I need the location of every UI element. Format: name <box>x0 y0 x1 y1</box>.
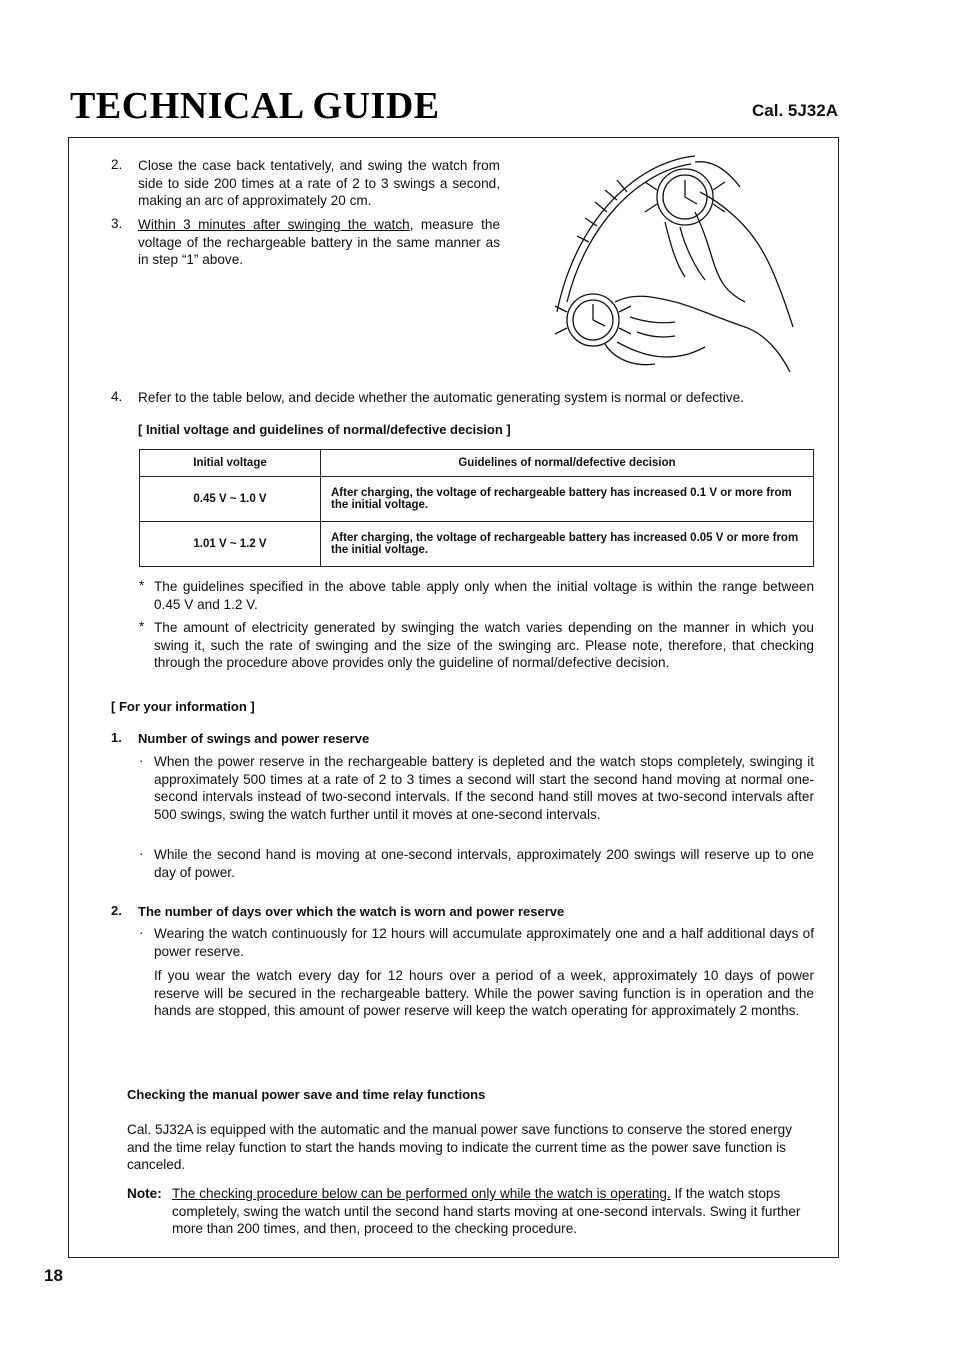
item-1-title: Number of swings and power reserve <box>138 731 370 746</box>
note-label: Note: <box>127 1186 162 1201</box>
item-2-bullet: Wearing the watch continuously for 12 hours will accumulate approximately one and a half additional days of power reserve. <box>154 926 814 959</box>
column-header: Guidelines of normal/defective decision <box>321 450 814 477</box>
step-4-text: Refer to the table below, and decide whether the automatic generating system is normal or defective. <box>138 390 745 405</box>
note-body <box>172 1185 817 1238</box>
guideline-cell: After charging, the voltage of rechargeable battery has increased 0.05 V or more from the initial voltage. <box>321 522 814 567</box>
page-number: 18 <box>44 1266 63 1285</box>
item-1-bullet: While the second hand is moving at one-second intervals, approximately 200 swings will reserve up to one day of power. <box>154 847 814 880</box>
table-row <box>140 522 814 567</box>
item-1-bullet: When the power reserve in the rechargeable battery is depleted and the watch stops completely, swinging it approximately 500 times at a rate of 2 to 3 times a second will start the second hand moving at normal one-second intervals instead of two-second intervals. If the second hand still moves at two-second intervals after 500 swings, swing the watch further until it moves at one-second intervals. <box>154 754 814 822</box>
note-mark: * <box>139 578 145 593</box>
note-mark: * <box>139 619 145 634</box>
table-row <box>140 477 814 522</box>
page-title: TECHNICAL GUIDE <box>70 85 440 127</box>
note-text: The amount of electricity generated by swinging the watch varies depending on the manner in which you swing it, such the rate of swinging and the size of the swinging arc. Please note, therefore, that checking through the procedure above provides only the guideline of normal/defective decision. <box>154 620 814 670</box>
bullet-dot: · <box>139 846 144 861</box>
step-number: 4. <box>111 389 123 404</box>
step-3-underlined: Within 3 minutes after swinging the watch <box>138 217 410 232</box>
step-number: 3. <box>111 216 123 231</box>
step-2-text: Close the case back tentatively, and swing the watch from side to side 200 times at a rate of 2 to 3 swings a second, making an arc of approximately 20 cm. <box>138 158 500 208</box>
step-3-text <box>138 216 500 269</box>
voltage-cell: 1.01 V ~ 1.2 V <box>140 522 321 567</box>
step-3-rest: , measure the voltage of the rechargeable battery in the same manner as in step “1” above. <box>138 217 500 267</box>
table-caption: [ Initial voltage and guidelines of normal/defective decision ] <box>138 422 511 437</box>
item-2-title: The number of days over which the watch is worn and power reserve <box>138 904 565 919</box>
item-number: 2. <box>111 903 122 918</box>
item-2-paragraph: If you wear the watch every day for 12 hours over a period of a week, approximately 10 days of power reserve will be secured in the rechargeable battery. While the power saving function is in operation and the hands are stopped, this amount of power reserve will keep the watch operating for approximately 2 months. <box>154 968 814 1018</box>
note-text: The guidelines specified in the above table apply only when the initial voltage is within the range between 0.45 V and 1.2 V. <box>154 579 814 612</box>
manual-paragraph: Cal. 5J32A is equipped with the automatic and the manual power save functions to conserve the stored energy and the time relay function to start the hands moving to indicate the current time as the power save function is canceled. <box>127 1122 792 1172</box>
caliber-label: Cal. 5J32A <box>752 101 838 120</box>
hands-swinging-watch-illustration <box>545 152 795 382</box>
info-heading: [ For your information ] <box>111 699 255 714</box>
voltage-cell: 0.45 V ~ 1.0 V <box>140 477 321 522</box>
manual-heading: Checking the manual power save and time relay functions <box>127 1087 486 1102</box>
step-number: 2. <box>111 157 123 172</box>
guideline-cell: After charging, the voltage of rechargeable battery has increased 0.1 V or more from the initial voltage. <box>321 477 814 522</box>
bullet-dot: · <box>139 925 144 940</box>
note-rest: If the watch stops completely, swing the watch until the second hand starts moving at one-second intervals. Swing it further more than 200 times, and then, proceed to the checking procedure. <box>172 1186 801 1236</box>
note-underlined: The checking procedure below can be performed only while the watch is operating. <box>172 1186 671 1201</box>
table-header-row <box>140 450 814 477</box>
item-number: 1. <box>111 730 122 745</box>
column-header: Initial voltage <box>140 450 321 477</box>
voltage-table <box>139 449 814 567</box>
bullet-dot: · <box>139 753 144 768</box>
